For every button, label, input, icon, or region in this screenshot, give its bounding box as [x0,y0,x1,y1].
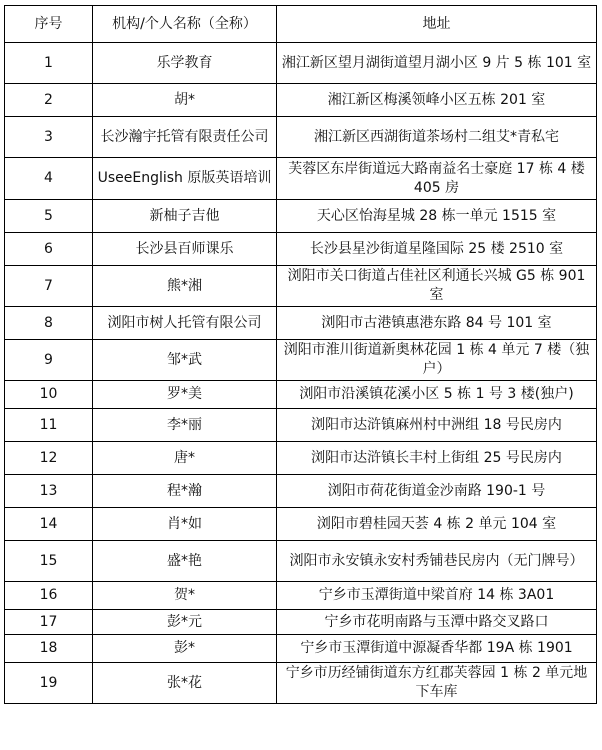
table-row [5,200,597,233]
cell-address: 湘江新区西湖街道茶场村二组艾*青私宅 [277,117,597,158]
cell-index: 16 [5,582,93,610]
cell-name: 胡* [93,84,277,117]
cell-address: 长沙县星沙街道星隆国际 25 楼 2510 室 [277,233,597,266]
table-header-row [5,6,597,43]
cell-index: 1 [5,43,93,84]
cell-index: 12 [5,442,93,475]
cell-name: 熊*湘 [93,266,277,307]
cell-name: 李*丽 [93,409,277,442]
cell-index: 10 [5,381,93,409]
cell-address: 浏阳市关口街道占佳社区利通长兴城 G5 栋 901 室 [277,266,597,307]
cell-index: 17 [5,610,93,635]
cell-address: 湘江新区梅溪领峰小区五栋 201 室 [277,84,597,117]
cell-index: 3 [5,117,93,158]
table-row [5,582,597,610]
cell-name: 乐学教育 [93,43,277,84]
cell-address: 宁乡市玉潭街道中梁首府 14 栋 3A01 [277,582,597,610]
table-row [5,442,597,475]
table-row [5,340,597,381]
table-row [5,43,597,84]
table-row [5,475,597,508]
cell-index: 4 [5,158,93,200]
cell-address: 宁乡市历经铺街道东方红郡芙蓉园 1 栋 2 单元地下车库 [277,663,597,704]
cell-index: 8 [5,307,93,340]
table-row [5,307,597,340]
cell-name: 彭* [93,635,277,663]
cell-index: 5 [5,200,93,233]
header-name: 机构/个人名称（全称） [93,6,277,43]
cell-name: 贺* [93,582,277,610]
cell-name: 张*花 [93,663,277,704]
table-row [5,663,597,704]
cell-index: 13 [5,475,93,508]
cell-name: 邹*武 [93,340,277,381]
header-index: 序号 [5,6,93,43]
table-row [5,541,597,582]
cell-address: 宁乡市玉潭街道中源凝香华都 19A 栋 1901 [277,635,597,663]
table-row [5,266,597,307]
cell-name: 盛*艳 [93,541,277,582]
cell-name: 唐* [93,442,277,475]
table-row [5,233,597,266]
table-row [5,610,597,635]
cell-name: 长沙瀚宇托管有限责任公司 [93,117,277,158]
table-row [5,381,597,409]
cell-address: 宁乡市花明南路与玉潭中路交叉路口 [277,610,597,635]
cell-name: 长沙县百师课乐 [93,233,277,266]
cell-index: 7 [5,266,93,307]
cell-index: 11 [5,409,93,442]
cell-address: 浏阳市达浒镇麻州村中洲组 18 号民房内 [277,409,597,442]
table-row [5,508,597,541]
cell-address: 浏阳市达浒镇长丰村上街组 25 号民房内 [277,442,597,475]
institution-table [4,5,597,704]
table-row [5,117,597,158]
table-row [5,409,597,442]
cell-address: 浏阳市永安镇永安村秀铺巷民房内（无门牌号） [277,541,597,582]
cell-address: 湘江新区望月湖街道望月湖小区 9 片 5 栋 101 室 [277,43,597,84]
cell-index: 2 [5,84,93,117]
header-address: 地址 [277,6,597,43]
cell-address: 浏阳市淮川街道新奥林花园 1 栋 4 单元 7 楼（独户） [277,340,597,381]
cell-name: 肖*如 [93,508,277,541]
cell-index: 9 [5,340,93,381]
cell-address: 浏阳市沿溪镇花溪小区 5 栋 1 号 3 楼(独户) [277,381,597,409]
cell-index: 19 [5,663,93,704]
cell-name: 浏阳市树人托管有限公司 [93,307,277,340]
cell-name: 彭*元 [93,610,277,635]
cell-address: 浏阳市荷花街道金沙南路 190-1 号 [277,475,597,508]
cell-name: 新柚子吉他 [93,200,277,233]
cell-address: 浏阳市古港镇惠港东路 84 号 101 室 [277,307,597,340]
table-row [5,158,597,200]
cell-index: 6 [5,233,93,266]
cell-index: 15 [5,541,93,582]
cell-index: 14 [5,508,93,541]
table-row [5,84,597,117]
cell-index: 18 [5,635,93,663]
cell-address: 浏阳市碧桂园天荟 4 栋 2 单元 104 室 [277,508,597,541]
cell-name: UseeEnglish 原版英语培训 [93,158,277,200]
cell-address: 天心区怡海星城 28 栋一单元 1515 室 [277,200,597,233]
cell-name: 罗*美 [93,381,277,409]
table-row [5,635,597,663]
cell-name: 程*瀚 [93,475,277,508]
cell-address: 芙蓉区东岸街道远大路南益名士豪庭 17 栋 4 楼 405 房 [277,158,597,200]
